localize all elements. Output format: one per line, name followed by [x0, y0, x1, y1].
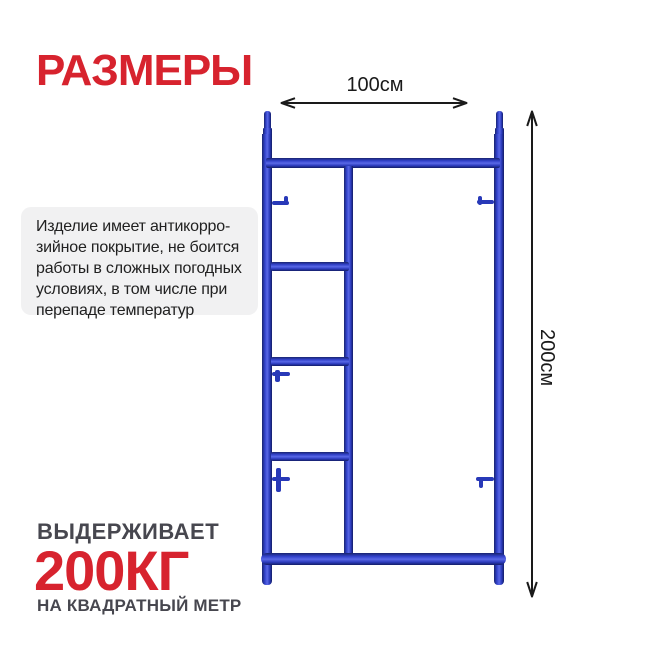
frame-lock-hook: [272, 477, 290, 481]
frame-rung-1: [271, 262, 349, 271]
width-dimension-label: 100см: [346, 74, 404, 96]
height-dimension-label: 200см: [536, 329, 558, 387]
frame-bottom-bar: [261, 553, 506, 565]
frame-lock-hook: [276, 468, 281, 492]
description-line: работы в сложных погодных: [36, 260, 242, 277]
capacity-value: 200КГ: [34, 539, 189, 602]
capacity-note: НА КВАДРАТНЫЙ МЕТР: [37, 596, 242, 615]
frame-rung-3: [271, 452, 349, 461]
description-line: Изделие имеет антикорро-: [36, 218, 231, 235]
description-line: условиях, в том числе при: [36, 281, 228, 298]
frame-top-bar: [266, 158, 500, 168]
frame-lock-hook: [275, 370, 280, 382]
page-title: РАЗМЕРЫ: [36, 46, 253, 95]
height-arrow-icon: [525, 108, 539, 600]
frame-lock-hook: [479, 479, 483, 488]
frame-lock-hook: [284, 196, 288, 205]
frame-rung-2: [271, 357, 349, 366]
description-line: перепаде температур: [36, 302, 195, 319]
frame-lock-hook: [478, 196, 482, 205]
capacity-heading: ВЫДЕРЖИВАЕТ: [37, 519, 220, 544]
width-arrow-icon: [278, 96, 470, 110]
description-card: [21, 207, 258, 319]
frame-right-post: [494, 134, 504, 585]
description-line: зийное покрытие, не боится: [36, 239, 240, 256]
